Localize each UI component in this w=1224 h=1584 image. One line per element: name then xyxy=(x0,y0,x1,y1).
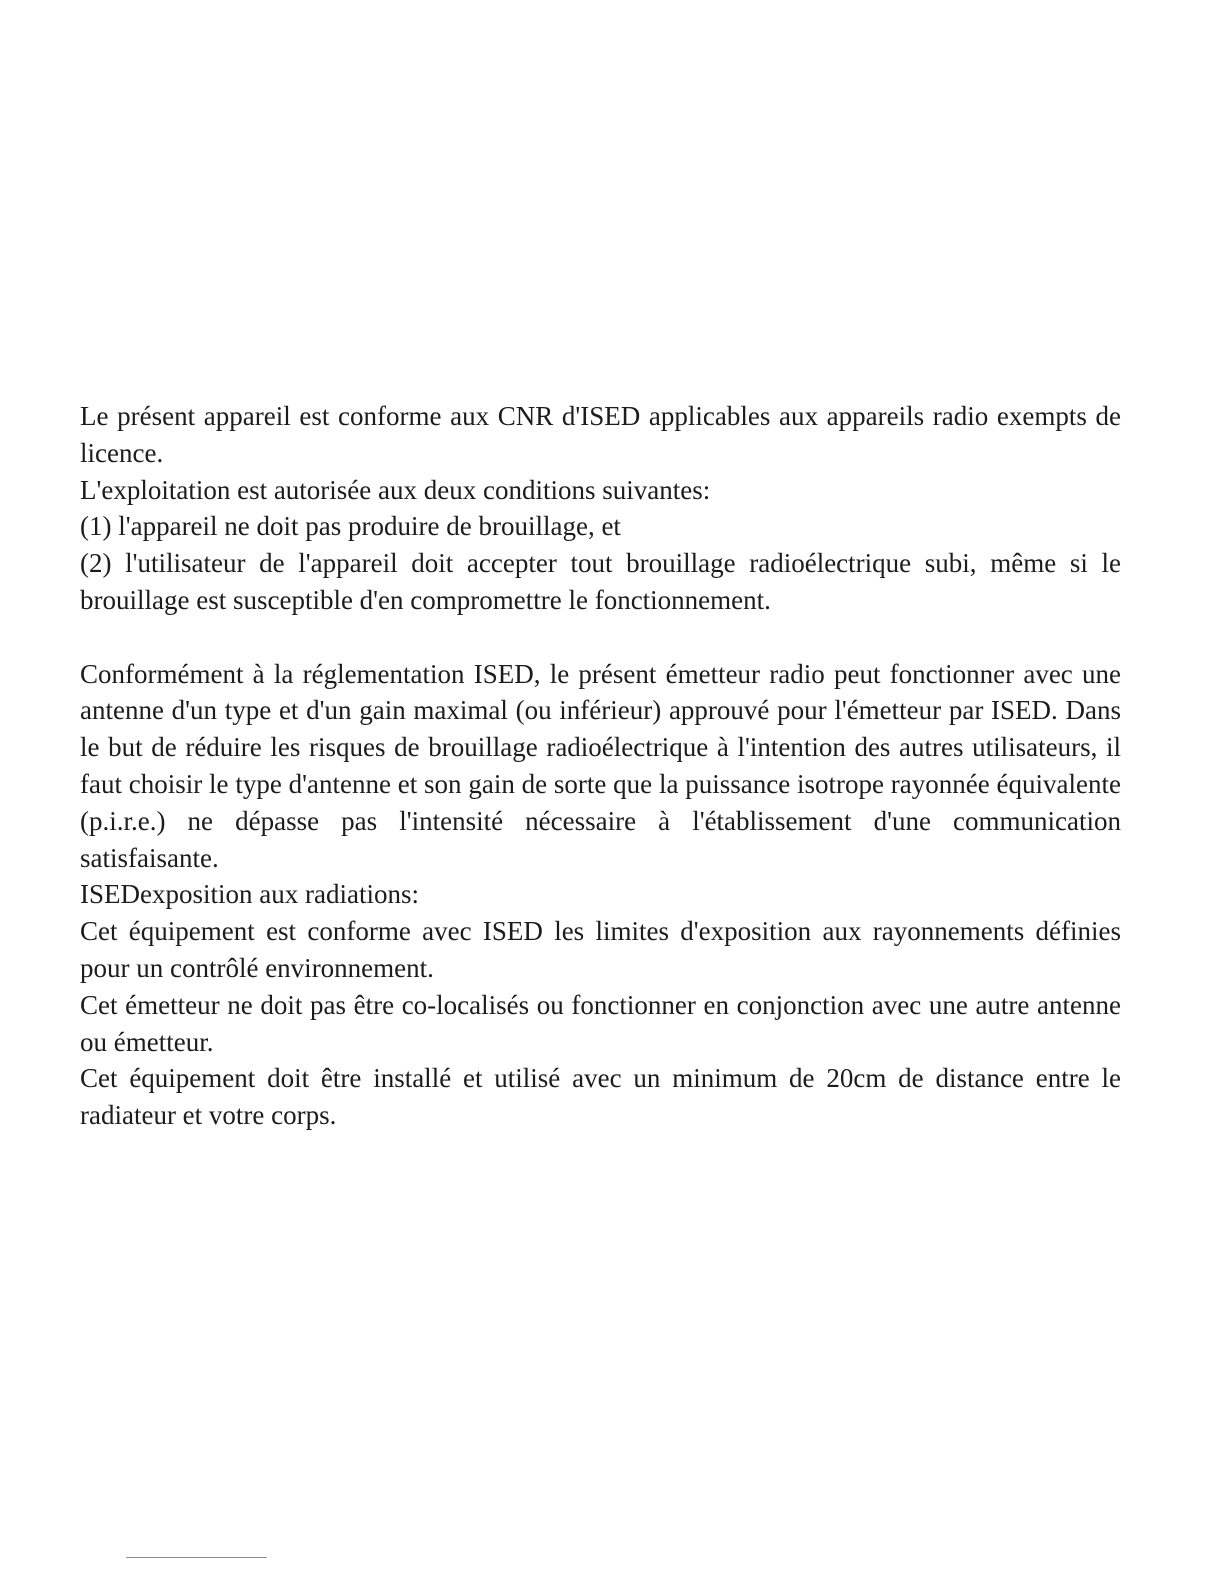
radiation-heading: ISEDexposition aux radiations: xyxy=(80,879,419,910)
footer-rule xyxy=(126,1557,267,1558)
conditions-intro: L'exploitation est autorisée aux deux conditions suivantes: xyxy=(80,474,711,505)
exposure-limits-paragraph: Cet équipement est conforme avec ISED les limites d'exposition aux rayonnements définies pour un contrôlé environnement. xyxy=(80,916,1121,983)
compliance-paragraph: Le présent appareil est conforme aux CNR d'ISED applicables aux appareils radio exempts de licence. xyxy=(80,401,1121,468)
condition-1: (1) l'appareil ne doit pas produire de brouillage, et xyxy=(80,511,621,542)
condition-2: (2) l'utilisateur de l'appareil doit accepter tout brouillage radioélectrique subi, même si le brouillage est susceptible d'en compromettre le fonctionnement. xyxy=(80,548,1121,615)
regulatory-text xyxy=(80,398,1121,1134)
colocation-paragraph: Cet émetteur ne doit pas être co-localisés ou fonctionner en conjonction avec une autre antenne ou émetteur. xyxy=(80,989,1121,1057)
paragraph-spacer xyxy=(80,619,1121,656)
antenna-paragraph: Conformément à la réglementation ISED, le présent émetteur radio peut fonctionner avec une antenne d'un type et d'un gain maximal (ou inférieur) approuvé pour l'émetteur par ISED. Dans le but de réduire les risques de brouillage radioélectrique à l'intention des autres utilisateurs, il faut choisir le type d'antenne et son gain de sorte que la puissance isotrope rayonnée équivalente (p.i.r.e.) ne dépasse pas l'intensité nécessaire à l'établissement d'une communication satisfaisante. xyxy=(80,658,1121,873)
distance-paragraph: Cet équipement doit être installé et utilisé avec un minimum de 20cm de distance entre le radiateur et votre corps. xyxy=(80,1063,1121,1131)
